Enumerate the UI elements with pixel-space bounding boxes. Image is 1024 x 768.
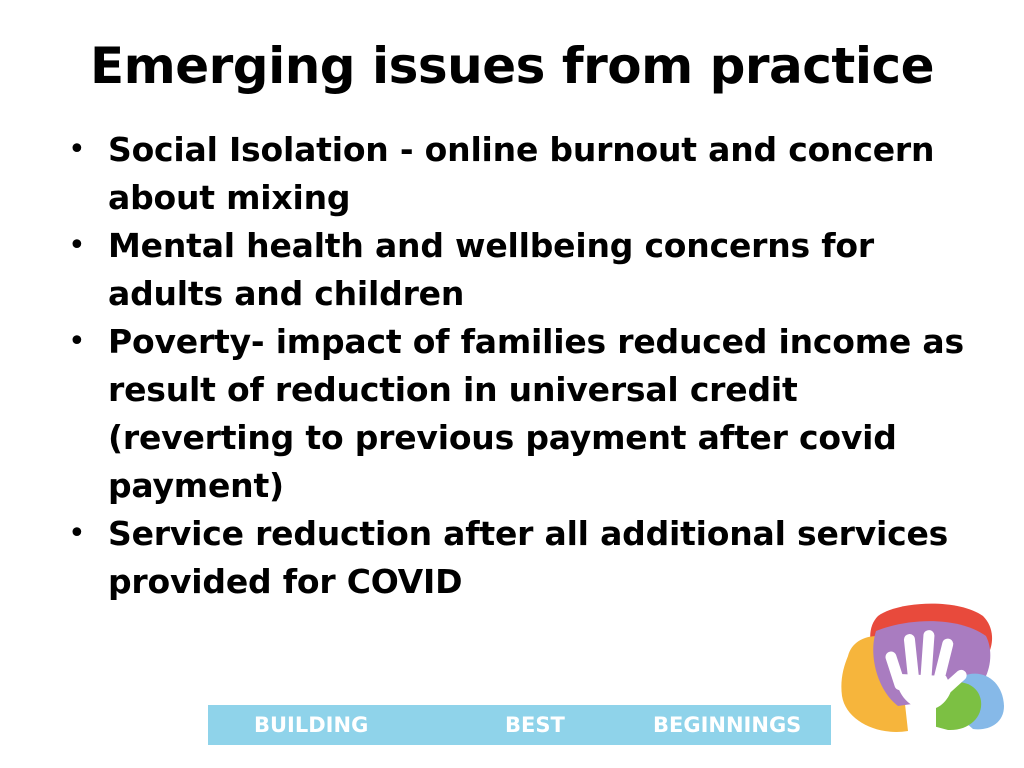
bullet-item xyxy=(68,510,968,606)
footer-banner xyxy=(208,705,831,745)
bullet-list xyxy=(68,126,968,606)
bullet-dot: • xyxy=(68,324,86,359)
footer-word-best: BEST xyxy=(505,713,565,737)
bullet-text: Poverty- impact of families reduced income as result of reduction in universal credit (reverting to previous payment after covid payment) xyxy=(108,322,964,505)
bullet-text: Service reduction after all additional services provided for COVID xyxy=(108,514,949,601)
footer-word-building: BUILDING xyxy=(254,713,369,737)
bullet-dot: • xyxy=(68,228,86,263)
bullet-item xyxy=(68,318,968,510)
footer-word-beginnings: BEGINNINGS xyxy=(653,713,802,737)
bullet-item xyxy=(68,222,968,318)
bullet-text: Social Isolation - online burnout and concern about mixing xyxy=(108,130,935,217)
bullet-item xyxy=(68,126,968,222)
hand-logo-icon xyxy=(838,596,1006,736)
bullet-dot: • xyxy=(68,132,86,167)
slide-title: Emerging issues from practice xyxy=(89,37,935,95)
bullet-dot: • xyxy=(68,516,86,551)
bullet-text: Mental health and wellbeing concerns for adults and children xyxy=(108,226,874,313)
